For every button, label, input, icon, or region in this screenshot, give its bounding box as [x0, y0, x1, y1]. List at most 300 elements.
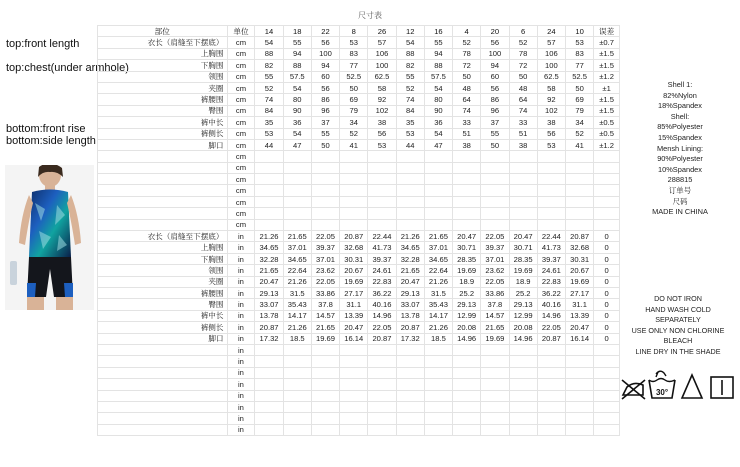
blank-cell	[537, 344, 565, 355]
measurement-value: 35.43	[283, 299, 311, 310]
measurement-value: 34.65	[283, 253, 311, 264]
measurement-unit: cm	[227, 185, 255, 196]
size-chart-blank-row	[98, 413, 620, 424]
blank-cell	[255, 413, 283, 424]
fabric-line: 82%Nylon	[663, 90, 697, 100]
measurement-unit: cm	[227, 94, 255, 105]
measurement-tolerance: 0	[594, 287, 620, 298]
fabric-line: 90%Polyester	[657, 154, 703, 164]
measurement-value: 40.16	[368, 299, 396, 310]
blank-cell	[509, 344, 537, 355]
blank-cell	[311, 174, 339, 185]
measurement-value: 47	[283, 139, 311, 150]
measurement-unit: in	[227, 344, 255, 355]
size-chart-table	[97, 25, 620, 436]
blank-cell	[396, 185, 424, 196]
measurement-value: 19.69	[509, 265, 537, 276]
measurement-value: 41.73	[368, 242, 396, 253]
measurement-value: 28.35	[453, 253, 481, 264]
measurement-unit: cm	[227, 117, 255, 128]
measurement-unit: in	[227, 299, 255, 310]
measurement-value: 20.47	[565, 322, 593, 333]
measurement-value: 50	[481, 139, 509, 150]
fabric-line: Shell 1:	[667, 80, 693, 89]
blank-cell	[283, 390, 311, 401]
measurement-value: 82	[255, 60, 283, 71]
measurement-value: 51	[453, 128, 481, 139]
line-dry-icon	[711, 377, 733, 398]
blank-cell	[565, 379, 593, 390]
measurement-value: 13.39	[340, 310, 368, 321]
blank-cell	[396, 151, 424, 162]
measurement-value: 17.32	[396, 333, 424, 344]
size-chart-caption: 尺寸表	[358, 11, 382, 20]
measurement-value: 52	[255, 82, 283, 93]
blank-cell	[283, 162, 311, 173]
measurement-value: 52	[509, 37, 537, 48]
size-chart-blank-row	[98, 344, 620, 355]
blank-cell	[565, 424, 593, 435]
measurement-tolerance: ±1.5	[594, 105, 620, 116]
size-chart-blank-row	[98, 185, 620, 196]
blank-part-cell	[98, 344, 228, 355]
blank-cell	[340, 424, 368, 435]
measurement-value: 34	[565, 117, 593, 128]
measurement-value: 44	[396, 139, 424, 150]
blank-cell	[396, 196, 424, 207]
measurement-value: 48	[509, 82, 537, 93]
measurement-value: 20.08	[509, 322, 537, 333]
fabric-line: 85%Polyester	[657, 122, 703, 132]
measurement-value: 20.87	[340, 231, 368, 242]
blank-cell	[311, 367, 339, 378]
header-tolerance: 误差	[594, 26, 620, 37]
measurement-value: 54	[283, 128, 311, 139]
measurement-value: 31.5	[283, 287, 311, 298]
callout-top-chest: top:chest(under armhole)	[6, 62, 129, 74]
measurement-value: 100	[368, 60, 396, 71]
measurement-unit: cm	[227, 37, 255, 48]
product-photo	[5, 165, 94, 310]
measurement-value: 83	[565, 48, 593, 59]
fabric-line: MADE IN CHINA	[652, 207, 708, 217]
measurement-tolerance: 0	[594, 333, 620, 344]
measurement-value: 24.61	[368, 265, 396, 276]
measurement-tolerance: ±1.2	[594, 139, 620, 150]
blank-cell	[311, 196, 339, 207]
measurement-value: 13.78	[396, 310, 424, 321]
measurement-value: 55	[424, 37, 452, 48]
measurement-tolerance: 0	[594, 299, 620, 310]
measurement-value: 13.78	[255, 310, 283, 321]
callout-bottom-front-rise: bottom:front rise	[6, 123, 86, 135]
size-chart-blank-row	[98, 390, 620, 401]
measurement-unit: in	[227, 310, 255, 321]
blank-cell	[565, 344, 593, 355]
measurement-value: 14.96	[537, 310, 565, 321]
measurement-value: 19.69	[311, 333, 339, 344]
fabric-line: 15%Spandex	[658, 132, 702, 142]
measurement-value: 36.22	[368, 287, 396, 298]
measurement-value: 21.65	[311, 322, 339, 333]
measurement-part: 脚口	[98, 139, 228, 150]
measurement-value: 12.99	[509, 310, 537, 321]
measurement-tolerance: 0	[594, 253, 620, 264]
measurement-value: 94	[481, 60, 509, 71]
care-line: SEPARATELY	[655, 315, 701, 325]
measurement-value: 56	[481, 37, 509, 48]
measurement-unit: in	[227, 322, 255, 333]
measurement-unit: cm	[227, 71, 255, 82]
measurement-value: 52.5	[340, 71, 368, 82]
blank-cell	[424, 356, 452, 367]
blank-cell	[594, 196, 620, 207]
measurement-value: 55	[481, 128, 509, 139]
measurement-value: 33.07	[396, 299, 424, 310]
blank-cell	[396, 174, 424, 185]
measurement-value: 39.37	[368, 253, 396, 264]
blank-cell	[283, 424, 311, 435]
blank-cell	[565, 219, 593, 230]
measurement-value: 54	[396, 37, 424, 48]
blank-cell	[283, 208, 311, 219]
measurement-value: 27.17	[340, 287, 368, 298]
measurement-value: 78	[509, 48, 537, 59]
measurement-value: 82	[396, 60, 424, 71]
blank-cell	[340, 162, 368, 173]
measurement-part: 裤侧长	[98, 322, 228, 333]
measurement-value: 80	[424, 94, 452, 105]
measurement-value: 55	[283, 37, 311, 48]
measurement-value: 20.87	[368, 333, 396, 344]
blank-cell	[368, 424, 396, 435]
blank-cell	[368, 379, 396, 390]
measurement-value: 19.69	[481, 333, 509, 344]
blank-cell	[509, 367, 537, 378]
care-line: LINE DRY IN THE SHADE	[635, 346, 721, 356]
measurement-value: 37.01	[424, 242, 452, 253]
blank-cell	[396, 208, 424, 219]
measurement-value: 34.65	[424, 253, 452, 264]
blank-cell	[565, 162, 593, 173]
blank-cell	[594, 424, 620, 435]
blank-cell	[537, 356, 565, 367]
measurement-tolerance: ±1	[594, 82, 620, 93]
measurement-part: 臀围	[98, 299, 228, 310]
measurement-value: 27.17	[565, 287, 593, 298]
measurement-value: 18.9	[453, 276, 481, 287]
measurement-part: 下胸围	[98, 60, 228, 71]
measurement-value: 14.17	[424, 310, 452, 321]
measurement-value: 54	[424, 82, 452, 93]
measurement-value: 56	[481, 82, 509, 93]
size-chart-row	[98, 48, 620, 59]
measurement-tolerance: 0	[594, 231, 620, 242]
blank-part-cell	[98, 196, 228, 207]
blank-cell	[509, 196, 537, 207]
blank-cell	[453, 196, 481, 207]
blank-cell	[283, 151, 311, 162]
blank-cell	[311, 390, 339, 401]
measurement-tolerance: 0	[594, 322, 620, 333]
wash-temperature-label: 30°	[655, 388, 669, 397]
blank-cell	[340, 356, 368, 367]
blank-cell	[424, 390, 452, 401]
measurement-unit: cm	[227, 196, 255, 207]
size-chart-row	[98, 265, 620, 276]
measurement-value: 21.26	[424, 322, 452, 333]
blank-cell	[565, 208, 593, 219]
measurement-value: 48	[453, 82, 481, 93]
blank-cell	[283, 401, 311, 412]
measurement-value: 13.39	[565, 310, 593, 321]
blank-cell	[537, 196, 565, 207]
measurement-unit: cm	[227, 128, 255, 139]
blank-cell	[424, 162, 452, 173]
bleach-triangle-icon	[682, 375, 702, 398]
blank-cell	[537, 162, 565, 173]
measurement-part: 领围	[98, 71, 228, 82]
measurement-value: 35.43	[424, 299, 452, 310]
blank-cell	[396, 401, 424, 412]
measurement-value: 37	[311, 117, 339, 128]
blank-cell	[509, 413, 537, 424]
measurement-value: 79	[565, 105, 593, 116]
blank-cell	[255, 367, 283, 378]
measurement-value: 38	[453, 139, 481, 150]
blank-part-cell	[98, 208, 228, 219]
measurement-value: 37.8	[481, 299, 509, 310]
blank-cell	[565, 185, 593, 196]
measurement-value: 22.64	[283, 265, 311, 276]
measurement-value: 22.83	[368, 276, 396, 287]
measurement-value: 80	[283, 94, 311, 105]
blank-cell	[594, 208, 620, 219]
measurement-value: 36	[283, 117, 311, 128]
measurement-value: 21.65	[481, 322, 509, 333]
measurement-value: 50	[453, 71, 481, 82]
measurement-value: 62.5	[368, 71, 396, 82]
measurement-value: 53	[396, 128, 424, 139]
no-iron-icon	[622, 380, 645, 399]
blank-cell	[255, 196, 283, 207]
size-chart-blank-row	[98, 424, 620, 435]
measurement-tolerance: 0	[594, 265, 620, 276]
blank-cell	[594, 185, 620, 196]
blank-cell	[537, 174, 565, 185]
measurement-value: 18.5	[424, 333, 452, 344]
blank-cell	[368, 367, 396, 378]
measurement-value: 20.47	[340, 322, 368, 333]
header-size: 26	[368, 26, 396, 37]
measurement-value: 78	[453, 48, 481, 59]
measurement-value: 37.8	[311, 299, 339, 310]
measurement-value: 14.96	[368, 310, 396, 321]
measurement-unit: in	[227, 413, 255, 424]
blank-cell	[453, 390, 481, 401]
blank-cell	[565, 356, 593, 367]
measurement-tolerance: ±1.5	[594, 60, 620, 71]
blank-cell	[537, 367, 565, 378]
measurement-value: 52	[396, 82, 424, 93]
blank-cell	[481, 185, 509, 196]
size-chart-blank-row	[98, 174, 620, 185]
blank-cell	[594, 356, 620, 367]
fabric-line: Mensh Lining:	[656, 143, 703, 153]
measurement-value: 23.62	[481, 265, 509, 276]
measurement-value: 36.22	[537, 287, 565, 298]
blank-cell	[255, 390, 283, 401]
measurement-part: 领围	[98, 265, 228, 276]
blank-cell	[396, 379, 424, 390]
blank-cell	[565, 390, 593, 401]
measurement-value: 22.05	[481, 231, 509, 242]
measurement-value: 18.5	[283, 333, 311, 344]
header-size: 22	[311, 26, 339, 37]
measurement-value: 33	[509, 117, 537, 128]
blank-cell	[396, 162, 424, 173]
blank-cell	[565, 367, 593, 378]
blank-cell	[565, 151, 593, 162]
measurement-tolerance: 0	[594, 276, 620, 287]
measurement-value: 38	[537, 117, 565, 128]
size-chart-row	[98, 105, 620, 116]
blank-cell	[340, 185, 368, 196]
measurement-part: 裤侧长	[98, 128, 228, 139]
measurement-value: 22.05	[481, 276, 509, 287]
blank-cell	[481, 196, 509, 207]
measurement-value: 21.65	[424, 231, 452, 242]
blank-cell	[537, 379, 565, 390]
blank-cell	[368, 174, 396, 185]
measurement-value: 32.68	[565, 242, 593, 253]
measurement-value: 22.05	[368, 322, 396, 333]
blank-part-cell	[98, 401, 228, 412]
measurement-value: 30.71	[453, 242, 481, 253]
blank-cell	[509, 151, 537, 162]
measurement-value: 90	[424, 105, 452, 116]
measurement-value: 50	[311, 139, 339, 150]
blank-cell	[594, 401, 620, 412]
blank-cell	[368, 390, 396, 401]
measurement-tolerance: 0	[594, 310, 620, 321]
measurement-value: 14.57	[311, 310, 339, 321]
blank-cell	[283, 196, 311, 207]
measurement-value: 25.2	[509, 287, 537, 298]
measurement-tolerance: 0	[594, 242, 620, 253]
measurement-unit: cm	[227, 174, 255, 185]
blank-cell	[509, 390, 537, 401]
blank-cell	[340, 196, 368, 207]
measurement-value: 41	[565, 139, 593, 150]
blank-cell	[424, 401, 452, 412]
measurement-value: 20.08	[453, 322, 481, 333]
measurement-unit: cm	[227, 151, 255, 162]
measurement-value: 30.31	[340, 253, 368, 264]
blank-cell	[255, 174, 283, 185]
blank-cell	[481, 208, 509, 219]
measurement-tolerance: ±1.2	[594, 71, 620, 82]
blank-part-cell	[98, 390, 228, 401]
measurement-value: 102	[368, 105, 396, 116]
header-size: 24	[537, 26, 565, 37]
size-chart-blank-row	[98, 401, 620, 412]
blank-cell	[481, 356, 509, 367]
blank-cell	[509, 401, 537, 412]
measurement-value: 96	[481, 105, 509, 116]
header-size: 12	[396, 26, 424, 37]
measurement-value: 14.96	[509, 333, 537, 344]
blank-cell	[537, 413, 565, 424]
measurement-unit: in	[227, 379, 255, 390]
blank-cell	[424, 379, 452, 390]
measurement-value: 64	[453, 94, 481, 105]
measurement-value: 20.47	[509, 231, 537, 242]
measurement-value: 20.87	[396, 322, 424, 333]
measurement-part: 脚口	[98, 333, 228, 344]
fabric-line: Shell:	[670, 111, 690, 121]
blank-cell	[509, 424, 537, 435]
measurement-value: 22.44	[368, 231, 396, 242]
blank-cell	[255, 356, 283, 367]
blank-cell	[537, 219, 565, 230]
size-chart-row	[98, 253, 620, 264]
measurement-value: 52.5	[565, 71, 593, 82]
measurement-unit: cm	[227, 60, 255, 71]
measurement-unit: in	[227, 367, 255, 378]
blank-cell	[255, 162, 283, 173]
blank-cell	[396, 367, 424, 378]
blank-cell	[481, 219, 509, 230]
measurement-value: 20.47	[453, 231, 481, 242]
size-chart-header-row	[98, 26, 620, 37]
size-chart-row	[98, 310, 620, 321]
measurement-value: 29.13	[396, 287, 424, 298]
blank-cell	[255, 379, 283, 390]
measurement-part: 夹圈	[98, 82, 228, 93]
blank-cell	[283, 174, 311, 185]
measurement-value: 53	[368, 139, 396, 150]
blank-cell	[453, 424, 481, 435]
measurement-unit: in	[227, 231, 255, 242]
measurement-value: 38	[509, 139, 537, 150]
measurement-unit: in	[227, 390, 255, 401]
measurement-unit: cm	[227, 139, 255, 150]
measurement-value: 94	[283, 48, 311, 59]
size-chart-row	[98, 128, 620, 139]
measurement-value: 34	[340, 117, 368, 128]
measurement-value: 12.99	[453, 310, 481, 321]
measurement-value: 56	[537, 128, 565, 139]
blank-cell	[424, 344, 452, 355]
measurement-unit: cm	[227, 105, 255, 116]
blank-cell	[453, 219, 481, 230]
size-chart-row	[98, 139, 620, 150]
measurement-value: 92	[537, 94, 565, 105]
measurement-value: 30.71	[509, 242, 537, 253]
blank-cell	[340, 174, 368, 185]
measurement-value: 31.1	[565, 299, 593, 310]
measurement-value: 94	[424, 48, 452, 59]
measurement-value: 58	[368, 82, 396, 93]
measurement-unit: in	[227, 424, 255, 435]
measurement-value: 41.73	[537, 242, 565, 253]
blank-cell	[368, 208, 396, 219]
measurement-value: 35	[396, 117, 424, 128]
blank-cell	[368, 219, 396, 230]
measurement-value: 100	[311, 48, 339, 59]
measurement-value: 83	[340, 48, 368, 59]
